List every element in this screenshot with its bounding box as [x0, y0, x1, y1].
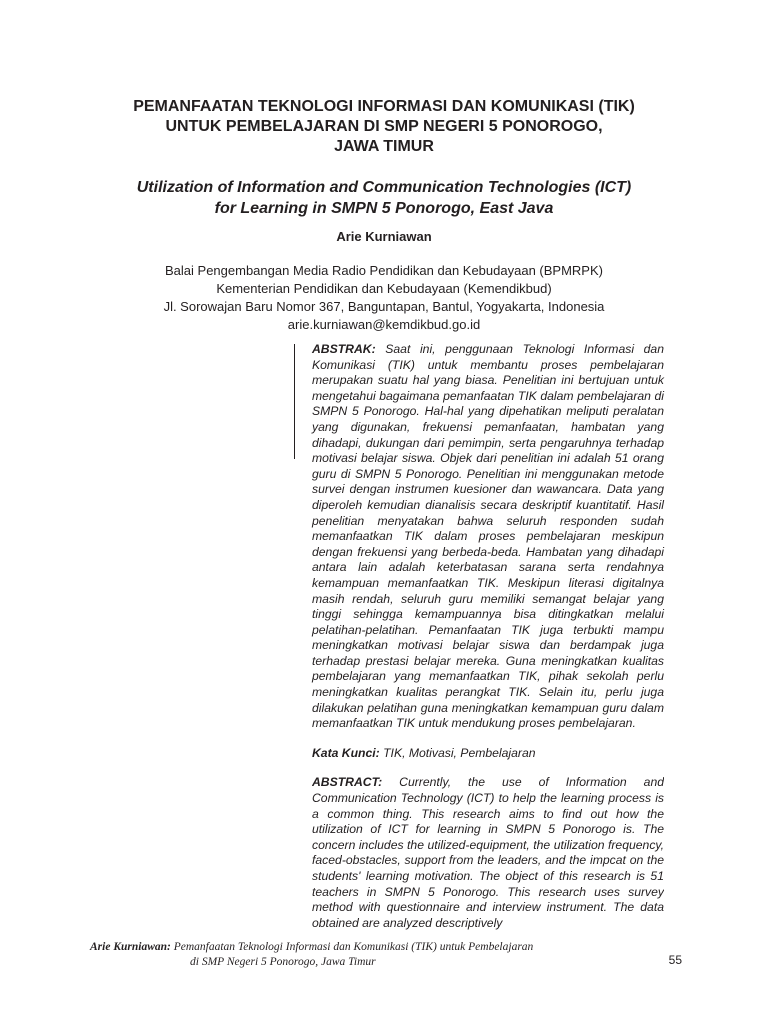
affiliation-email: arie.kurniawan@kemdikbud.go.id [287, 317, 481, 332]
title-english-line: Utilization of Information and Communication Technologies (ICT) [136, 179, 632, 196]
title-indonesian-line: PEMANFAATAN TEKNOLOGI INFORMASI DAN KOMUNIKASI (TIK) [133, 98, 635, 115]
abstrak-text: Saat ini, penggunaan Teknologi Informasi dan Komunikasi (TIK) untuk membantu proses pembelajaran merupakan suatu hal yang biasa. Penelitian ini bertujuan untuk mengetahui bagaimana pemanfaatan TIK dalam pembelajaran di SMPN 5 Ponorogo. Hal-hal yang dipehatikan meliputi peralatan yang digunakan, frekuensi pemanfaatan, hambatan yang dihadapi, dukungan dari pemimpin, serta pengaruhnya terhadap motivasi belajar siswa. Objek dari penelitian ini adalah 51 orang guru di SMPN 5 Ponorogo. Penelitian ini menggunakan metode survei dengan instrumen kuesioner dan wawancara. Data yang diperoleh kemudian dianalisis secara deskriptif kuantitatif. Hasil penelitian menyatakan bahwa seluruh responden sudah memanfaatkan TIK dalam proses pembelajaran meskipun dengan frekuensi yang berbeda-beda. Hambatan yang dihadapi antara lain adalah keterbatasan sarana serta rendahnya kemampuan memanfaatkan TIK. Meskipun literasi digitalnya masih rendah, seluruh guru memiliki semangat belajar yang tinggi sehingga kemampuannya bisa ditingkatkan melalui pelatihan-pelatihan. Pemanfaatan TIK juga terbukti mampu meningkatkan motivasi belajar siswa dan berdampak juga terhadap prestasi belajar mereka. Guna meningkatkan kualitas pembelajaran yang memanfaatkan TIK, pihak sekolah perlu meningkatkan kualitas perangkat TIK. Selain itu, perlu juga dilakukan pelatihan guna meningkatkan kemampuan guru dalam memanfaatkan TIK untuk mendukung proses pembelajaran. [312, 342, 664, 731]
affiliation-address: Jl. Sorowajan Baru Nomor 367, Banguntapan, Bantul, Yogyakarta, Indonesia [163, 299, 605, 314]
affiliation-ministry: Kementerian Pendidikan dan Kebudayaan (Kemendikbud) [216, 281, 552, 296]
abstract-english-text: Currently, the use of Information and Communication Technology (ICT) to help the learning process is a common thing. This research aims to find out how the utilization of ICT for learning in SMPN 5 Ponorogo is. The concern includes the utilized-equipment, the utilization frequency, faced-obstacles, support from the leaders, and the impcat on the students' learning motivation. The object of this research is 51 teachers in SMPN 5 Ponorogo. This research uses survey method with questionnaire and interview instrument. The data obtained are analyzed descriptively [312, 775, 664, 930]
keywords-text: TIK, Motivasi, Pembelajaran [383, 745, 536, 760]
abstract-column [312, 342, 664, 930]
abstrak-label: ABSTRAK: [312, 342, 376, 356]
footer-title-line2: di SMP Negeri 5 Ponorogo, Jawa Timur [190, 956, 376, 968]
running-footer [90, 940, 630, 970]
page-number: 55 [668, 953, 682, 967]
title-indonesian-line: UNTUK PEMBELAJARAN DI SMP NEGERI 5 PONOROGO, [165, 118, 603, 135]
affiliation-institution: Balai Pengembangan Media Radio Pendidikan dan Kebudayaan (BPMRPK) [165, 263, 603, 278]
title-indonesian-line: JAWA TIMUR [334, 138, 434, 155]
keywords [312, 746, 664, 762]
title-indonesian [90, 97, 678, 157]
footer-author: Arie Kurniawan: [90, 941, 171, 953]
abstrak-paragraph [312, 342, 664, 732]
abstract-vertical-rule [294, 344, 295, 459]
title-english-line: for Learning in SMPN 5 Ponorogo, East Java [214, 200, 554, 217]
keywords-label: Kata Kunci: [312, 745, 380, 760]
abstract-english-label: ABSTRACT: [312, 775, 383, 790]
author-name: Arie Kurniawan [336, 229, 432, 244]
author-affiliation [90, 262, 678, 334]
footer-title-line1: Pemanfaatan Teknologi Informasi dan Komunikasi (TIK) untuk Pembelajaran [173, 941, 534, 953]
abstract-english-paragraph [312, 775, 664, 930]
title-english [90, 177, 678, 219]
